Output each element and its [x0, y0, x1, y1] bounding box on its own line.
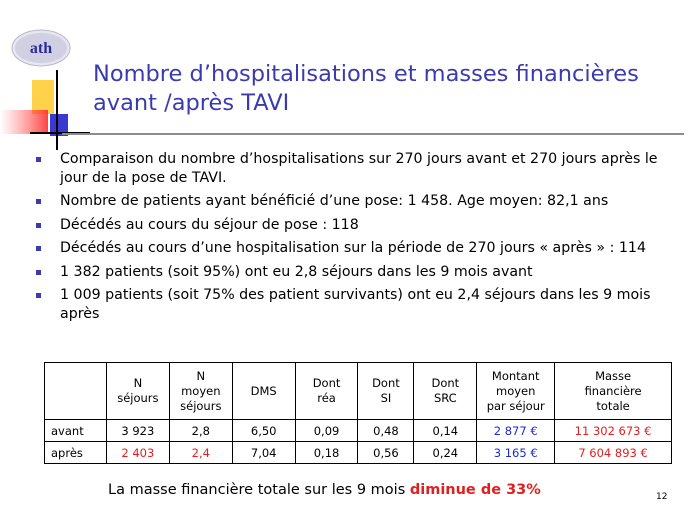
- ath-logo: [10, 28, 72, 68]
- decorative-squares: [0, 70, 90, 160]
- bullet-item: 1 382 patients (soit 95%) ont eu 2,8 séjours dans les 9 mois avant: [36, 263, 666, 282]
- cell-montant: 3 165 €: [477, 442, 555, 464]
- header-empty: [45, 363, 107, 420]
- cell-n-sejours: 3 923: [106, 420, 169, 442]
- bullet-list: [36, 150, 666, 328]
- bullet-square-icon: [36, 157, 41, 162]
- logo-text: ath: [29, 40, 53, 57]
- cell-rea: 0,18: [295, 442, 358, 464]
- header-dms: DMS: [232, 363, 295, 420]
- cell-montant: 2 877 €: [477, 420, 555, 442]
- bullet-square-icon: [36, 270, 41, 275]
- hospitalisation-table: [44, 362, 672, 464]
- conclusion-text: La masse financière totale sur les 9 mois diminue de 33%: [108, 482, 541, 498]
- table-row-avant: [45, 420, 672, 442]
- header-dont-si: Dont SI: [358, 363, 414, 420]
- header-montant-moyen: Montant moyen par séjour: [477, 363, 555, 420]
- title-line-2: avant /après TAVI: [93, 90, 290, 116]
- table-header-row: [45, 363, 672, 420]
- bullet-square-icon: [36, 293, 41, 298]
- title-line-1: Nombre d’hospitalisations et masses financières: [93, 61, 639, 87]
- slide-title: [93, 60, 683, 118]
- bullet-square-icon: [36, 199, 41, 204]
- header-dont-src: Dont SRC: [414, 363, 477, 420]
- bullet-item: Nombre de patients ayant bénéficié d’une pose: 1 458. Age moyen: 82,1 ans: [36, 192, 666, 211]
- cell-n-moyen: 2,4: [169, 442, 232, 464]
- table-row-apres: [45, 442, 672, 464]
- cell-masse: 11 302 673 €: [555, 420, 672, 442]
- cell-src: 0,24: [414, 442, 477, 464]
- row-label: après: [45, 442, 107, 464]
- row-label: avant: [45, 420, 107, 442]
- cell-src: 0,14: [414, 420, 477, 442]
- cell-n-moyen: 2,8: [169, 420, 232, 442]
- header-masse-financiere: Masse financière totale: [555, 363, 672, 420]
- bullet-square-icon: [36, 246, 41, 251]
- conclusion-highlight: diminue de 33%: [409, 482, 541, 498]
- bullet-item: Décédés au cours d’une hospitalisation sur la période de 270 jours « après » : 114: [36, 239, 666, 258]
- cell-si: 0,48: [358, 420, 414, 442]
- bullet-item: Comparaison du nombre d’hospitalisations sur 270 jours avant et 270 jours après le jour de la pose de TAVI.: [36, 150, 666, 187]
- header-n-sejours: N séjours: [106, 363, 169, 420]
- header-n-moyen-sejours: N moyen séjours: [169, 363, 232, 420]
- cell-si: 0,56: [358, 442, 414, 464]
- cell-n-sejours: 2 403: [106, 442, 169, 464]
- title-divider: [62, 133, 684, 135]
- cell-dms: 6,50: [232, 420, 295, 442]
- cell-masse: 7 604 893 €: [555, 442, 672, 464]
- cell-dms: 7,04: [232, 442, 295, 464]
- bullet-square-icon: [36, 223, 41, 228]
- page-number: 12: [656, 492, 668, 502]
- bullet-item: Décédés au cours du séjour de pose : 118: [36, 216, 666, 235]
- cell-rea: 0,09: [295, 420, 358, 442]
- header-dont-rea: Dont réa: [295, 363, 358, 420]
- bullet-item: 1 009 patients (soit 75% des patient survivants) ont eu 2,4 séjours dans les 9 mois après: [36, 286, 666, 323]
